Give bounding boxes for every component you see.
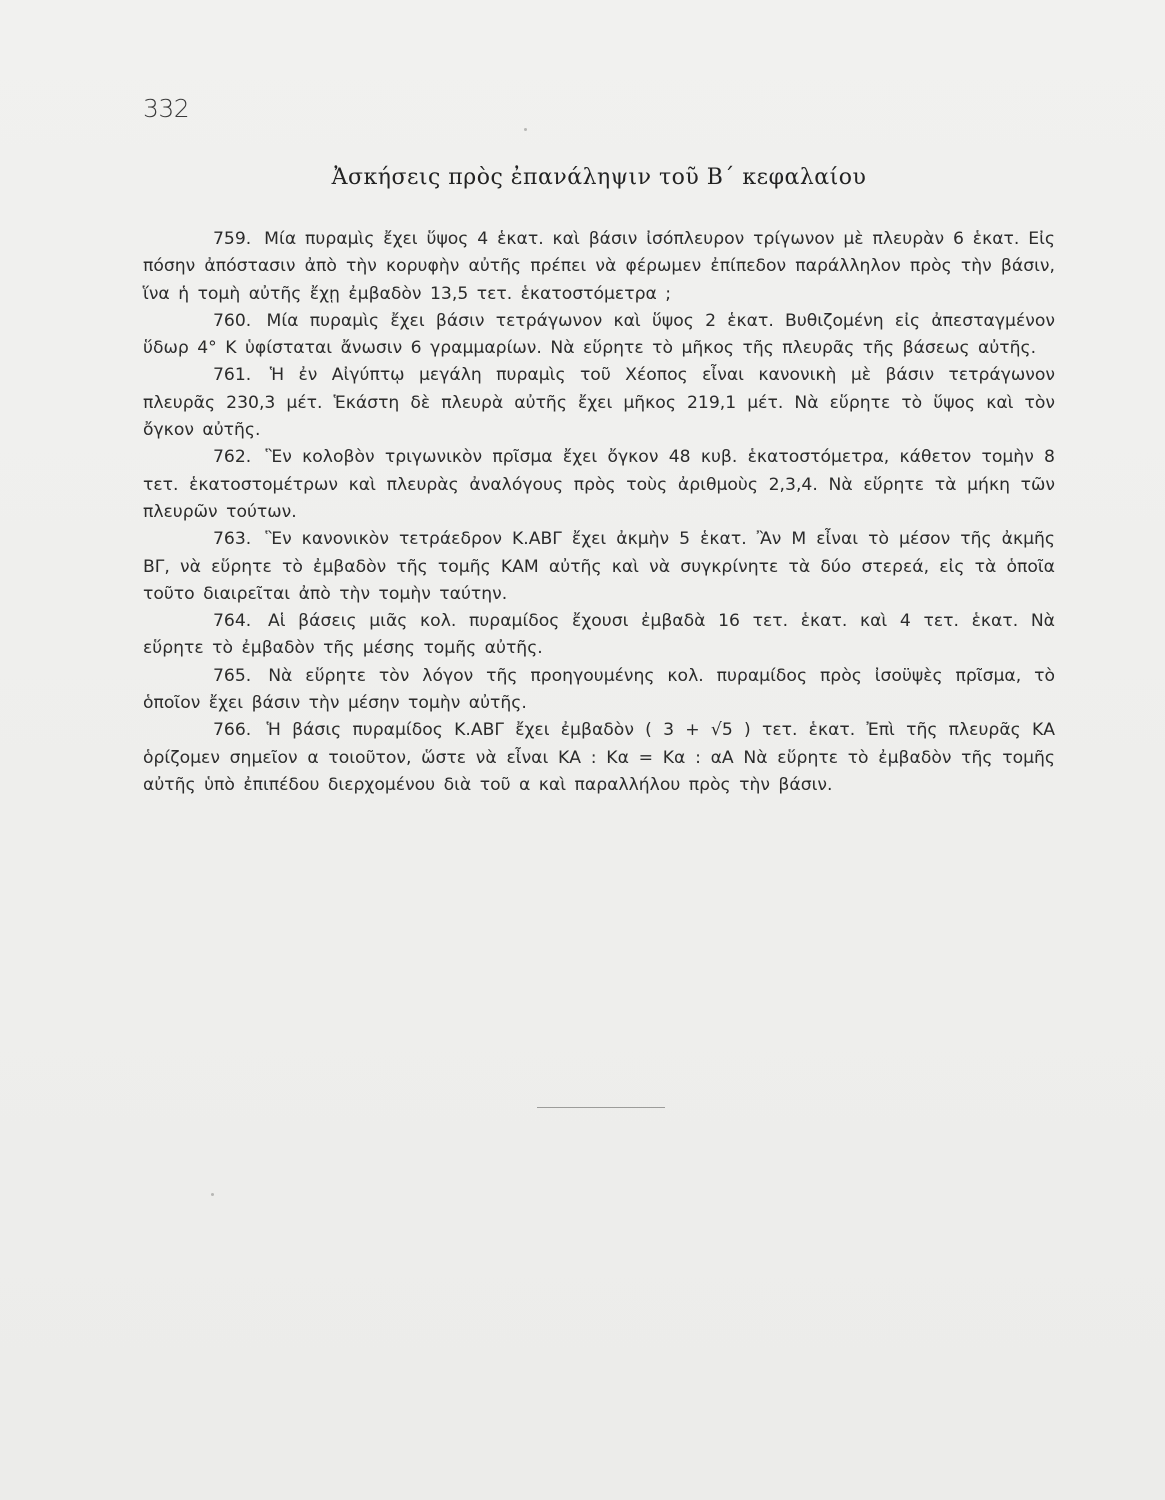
exercise-text: Ἓν κανονικὸν τετράεδρον Κ.ΑΒΓ ἔχει ἀκμὴν 5 ἑκατ. Ἂν Μ εἶναι τὸ μέσον τῆς ἀκμῆς ΒΓ, νὰ εὕρητε τὸ ἐμβαδὸν τῆς τομῆς ΚΑΜ αὐτῆς καὶ νὰ συγκρίνητε τὰ δύο στερεά, εἰς τὰ ὁποῖα τοῦτο διαιρεῖται ἀπὸ τὴν τομὴν ταύτην. [143,529,1055,604]
exercise-number: 765. [213,665,252,686]
exercise-text: Ἡ ἐν Αἰγύπτῳ μεγάλη πυραμὶς τοῦ Χέοπος εἶναι κανονικὴ μὲ βάσιν τετράγωνον πλευρᾶς 230,3 μέτ. Ἑκάστη δὲ πλευρὰ αὐτῆς ἔχει μῆκος 219,1 μέτ. Νὰ εὕρητε τὸ ὕψος καὶ τὸν ὄγκον αὐτῆς. [143,365,1055,441]
exercise-text: Ἡ βάσις πυραμίδος Κ.ΑΒΓ ἔχει ἐμβαδὸν ( 3 + √5 ) τετ. ἑκατ. Ἐπὶ τῆς πλευρᾶς ΚΑ ὁρίζομεν σημεῖον α τοιοῦτον, ὥστε νὰ εἶναι ΚΑ : Κα = Κα : αΑ Νὰ εὕρητε τὸ ἐμβαδὸν τῆς τομῆς αὐτῆς ὑπὸ ἐπιπέδου διερχομένου διὰ τοῦ α καὶ παραλλήλου πρὸς τὴν βάσιν. [143,720,1056,795]
exercise-number: 759. [213,229,252,249]
exercise-number: 762. [213,447,252,468]
exercise-text: Ἓν κολοβὸν τριγωνικὸν πρῖσμα ἔχει ὄγκον 48 κυβ. ἑκατοστόμετρα, κάθετον τομὴν 8 τετ. ἑκατοστομέτρων καὶ πλευρὰς ἀναλόγους πρὸς τοὺς ἀριθμοὺς 2,3,4. Νὰ εὕρητε τὰ μήκη τῶν πλευρῶν τούτων. [143,447,1055,522]
exercise-number: 760. [213,310,252,331]
exercise-text: Αἱ βάσεις μιᾶς κολ. πυραμίδος ἔχουσι ἐμβαδὰ 16 τετ. ἑκατ. καὶ 4 τετ. ἑκατ. Νὰ εὕρητε τὸ ἐμβαδὸν τῆς μέσης τομῆς αὐτῆς. [143,611,1056,659]
exercise-text: Μία πυραμὶς ἔχει ὕψος 4 ἑκατ. καὶ βάσιν ἰσόπλευρον τρίγωνον μὲ πλευρὰν 6 ἑκατ. Εἰς πόσην ἀπόστασιν ἀπὸ τὴν κορυφὴν αὐτῆς πρέπει νὰ φέρωμεν ἐπίπεδον παράλληλον πρὸς τὴν βάσιν, ἵνα ἡ τομὴ αὐτῆς ἔχῃ ἐμβαδὸν 13,5 τετ. ἑκατοστόμετρα ; [143,229,1055,304]
exercise-766 [143,717,1055,799]
exercise-number: 766. [213,720,252,741]
exercise-763 [143,526,1055,608]
exercise-760 [143,308,1055,363]
exercise-764 [143,608,1055,663]
exercise-761 [143,362,1055,444]
page-number: 332 [143,94,190,123]
exercise-number: 761. [213,365,252,386]
print-speck [211,1193,214,1196]
exercise-765 [143,663,1055,718]
section-divider [537,1107,665,1108]
exercise-text: Μία πυραμὶς ἔχει βάσιν τετράγωνον καὶ ὕψος 2 ἑκατ. Βυθιζομένη εἰς ἀπεσταγμένον ὕδωρ 4° Κ ὑφίσταται ἄνωσιν 6 γραμμαρίων. Νὰ εὕρητε τὸ μῆκος τῆς πλευρᾶς τῆς βάσεως αὐτῆς. [143,310,1055,359]
chapter-title: Ἀσκήσεις πρὸς ἐπανάληψιν τοῦ Β΄ κεφαλαίου [331,165,867,190]
exercise-text: Νὰ εὕρητε τὸν λόγον τῆς προηγουμένης κολ. πυραμίδος πρὸς ἰσοϋψὲς πρῖσμα, τὸ ὁποῖον ἔχει βάσιν τὴν μέσην τομὴν αὐτῆς. [143,665,1055,714]
print-speck [524,128,527,131]
exercise-759 [143,226,1055,308]
exercise-list [143,226,1055,799]
exercise-number: 763. [213,529,252,550]
exercise-number: 764. [213,611,252,632]
exercise-762 [143,444,1055,526]
